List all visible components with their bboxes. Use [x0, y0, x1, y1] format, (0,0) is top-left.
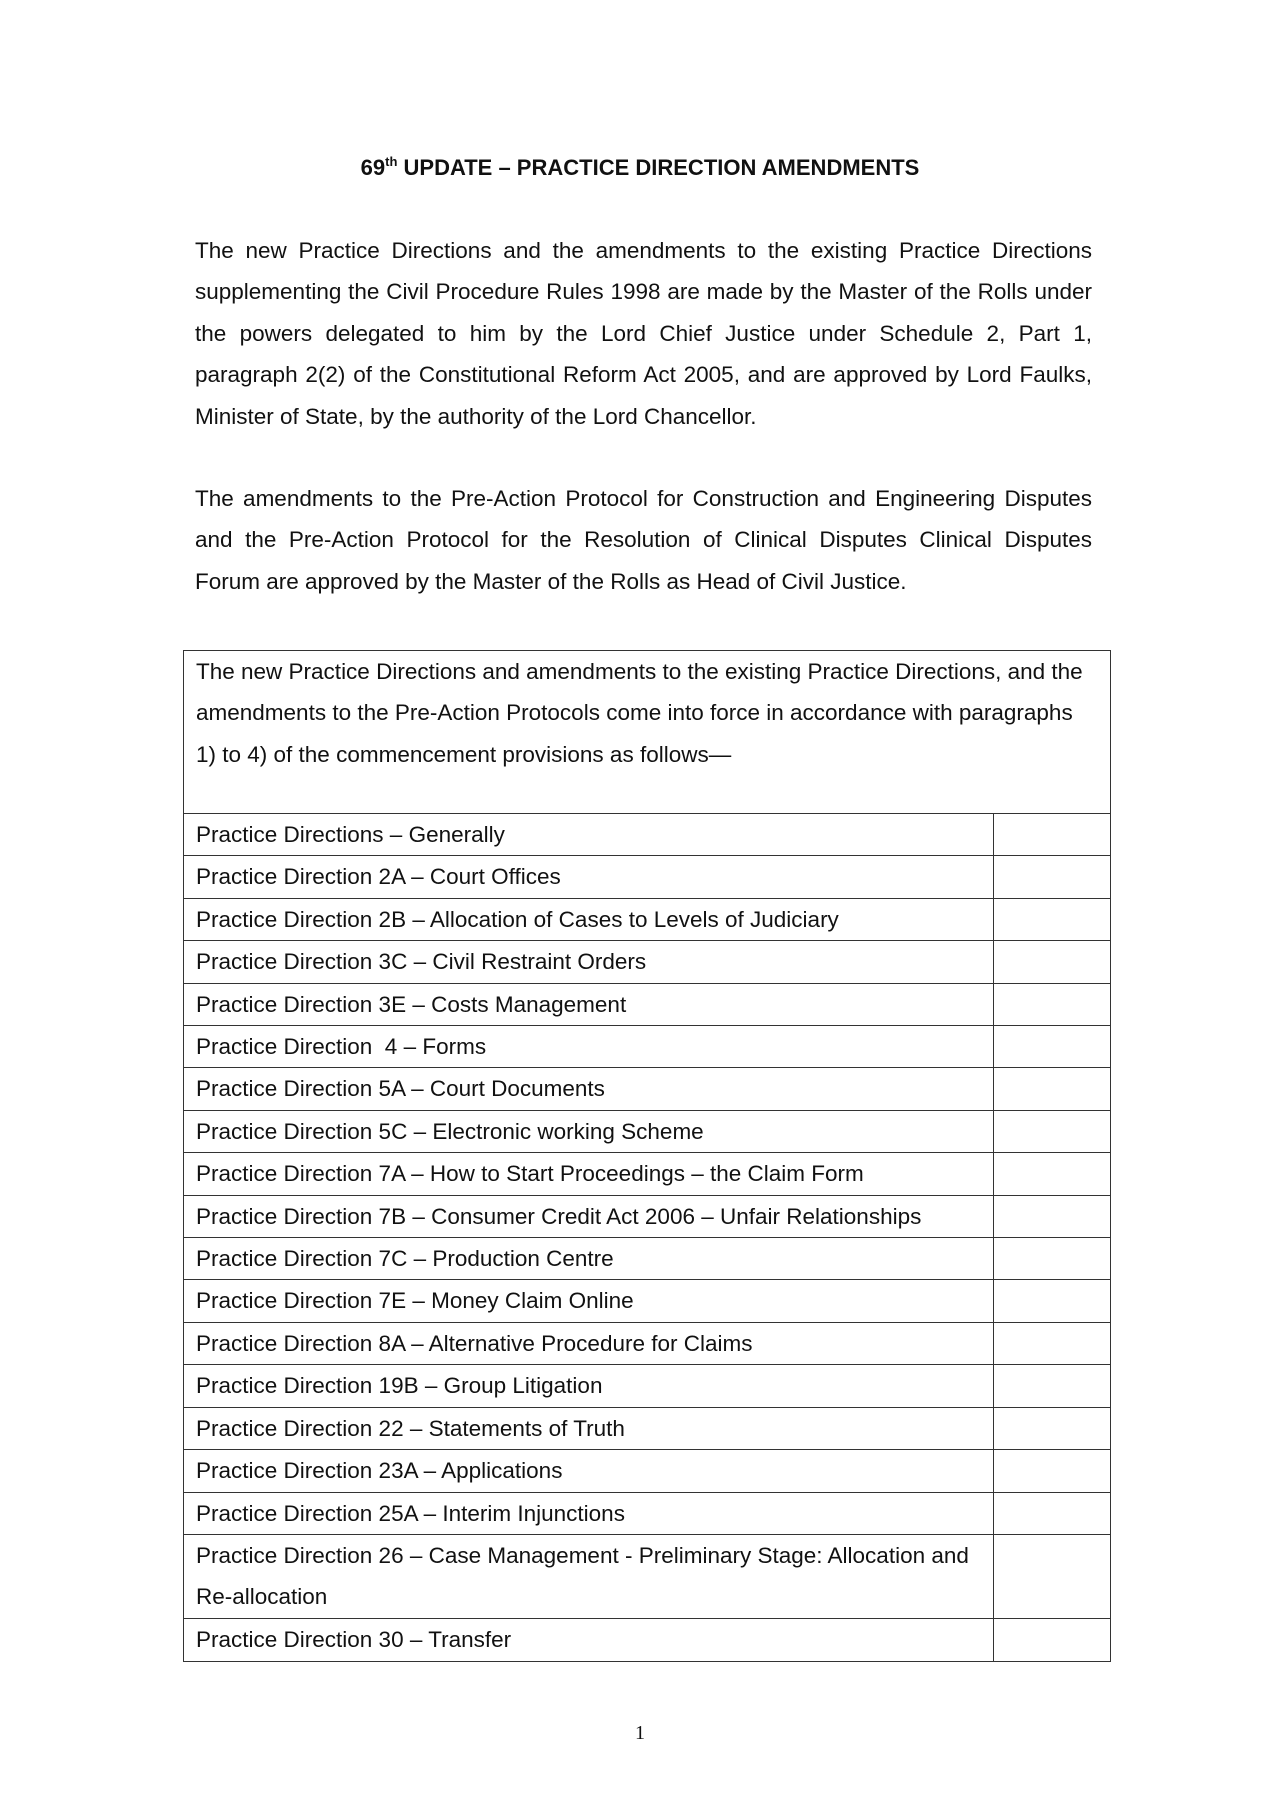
practice-direction-name: Practice Direction 5C – Electronic working Scheme: [184, 1111, 994, 1152]
commencement-paragraph-cell: [994, 1535, 1110, 1618]
practice-direction-name: Practice Direction 5A – Court Documents: [184, 1068, 994, 1109]
practice-direction-name: Practice Direction 26 – Case Management - Preliminary Stage: Allocation and Re-allocation: [184, 1535, 994, 1618]
commencement-paragraph-cell: [994, 1365, 1110, 1406]
commencement-paragraph-cell: [994, 899, 1110, 940]
practice-direction-name: Practice Directions – Generally: [184, 814, 994, 855]
table-row: [184, 1493, 1110, 1535]
table-row: [184, 984, 1110, 1026]
practice-direction-name: Practice Direction 19B – Group Litigation: [184, 1365, 994, 1406]
practice-direction-name: Practice Direction 23A – Applications: [184, 1450, 994, 1491]
title-number: 69: [360, 155, 386, 180]
table-row: [184, 1450, 1110, 1492]
commencement-paragraph-cell: [994, 1026, 1110, 1067]
commencement-paragraph-cell: [994, 1408, 1110, 1449]
commencement-paragraph-cell: [994, 1196, 1110, 1237]
table-row: [184, 814, 1110, 856]
paragraph-approval-protocols: The amendments to the Pre-Action Protocol for Construction and Engineering Disputes and the Pre-Action Protocol for the Resolution of Clinical Disputes Clinical Disputes Forum are approved by the Master of the Rolls as Head of Civil Justice.: [195, 486, 1092, 594]
practice-direction-name: Practice Direction 7C – Production Centre: [184, 1238, 994, 1279]
title-text: UPDATE – PRACTICE DIRECTION AMENDMENTS: [397, 155, 920, 180]
table-row: [184, 1153, 1110, 1195]
practice-direction-name: Practice Direction 2A – Court Offices: [184, 856, 994, 897]
table-row: [184, 1068, 1110, 1110]
table-row: [184, 1111, 1110, 1153]
commencement-paragraph-cell: [994, 856, 1110, 897]
table-row: [184, 941, 1110, 983]
commencement-paragraph-cell: [994, 1493, 1110, 1534]
page-number: 1: [635, 1722, 645, 1744]
table-row: [184, 1365, 1110, 1407]
practice-direction-name: Practice Direction 7A – How to Start Proceedings – the Claim Form: [184, 1153, 994, 1194]
table-row: [184, 1280, 1110, 1322]
commencement-paragraph-cell: [994, 1323, 1110, 1364]
practice-direction-name: Practice Direction 8A – Alternative Procedure for Claims: [184, 1323, 994, 1364]
commencement-paragraph-cell: [994, 984, 1110, 1025]
practice-direction-name: Practice Direction 30 – Transfer: [184, 1619, 994, 1661]
commencement-table-intro: The new Practice Directions and amendments to the existing Practice Directions, and the amendments to the Pre-Action Protocols come into force in accordance with paragraphs 1) to 4) of the commencement provisions as follows—: [184, 651, 1110, 814]
commencement-paragraph-cell: [994, 1619, 1110, 1661]
table-row: [184, 1323, 1110, 1365]
commencement-paragraph-cell: [994, 1280, 1110, 1321]
title-ordinal-suffix: th: [385, 154, 398, 169]
commencement-table-rows: [184, 814, 1110, 1661]
commencement-paragraph-cell: [994, 1238, 1110, 1279]
table-row: [184, 1026, 1110, 1068]
table-row: [184, 1619, 1110, 1661]
table-row: [184, 1408, 1110, 1450]
table-row: [184, 1535, 1110, 1619]
commencement-paragraph-cell: [994, 1450, 1110, 1491]
commencement-paragraph-cell: [994, 814, 1110, 855]
practice-direction-name: Practice Direction 4 – Forms: [184, 1026, 994, 1067]
practice-direction-name: Practice Direction 3C – Civil Restraint Orders: [184, 941, 994, 982]
table-row: [184, 899, 1110, 941]
commencement-paragraph-cell: [994, 1111, 1110, 1152]
commencement-paragraph-cell: [994, 1068, 1110, 1109]
commencement-paragraph-cell: [994, 1153, 1110, 1194]
commencement-paragraph-cell: [994, 941, 1110, 982]
practice-direction-name: Practice Direction 25A – Interim Injunctions: [184, 1493, 994, 1534]
practice-direction-name: Practice Direction 2B – Allocation of Cases to Levels of Judiciary: [184, 899, 994, 940]
table-row: [184, 856, 1110, 898]
table-row: [184, 1238, 1110, 1280]
practice-direction-name: Practice Direction 7B – Consumer Credit Act 2006 – Unfair Relationships: [184, 1196, 994, 1237]
commencement-table: [183, 650, 1111, 1662]
table-row: [184, 1196, 1110, 1238]
practice-direction-name: Practice Direction 22 – Statements of Truth: [184, 1408, 994, 1449]
paragraph-approval-practice-directions: The new Practice Directions and the amendments to the existing Practice Directions supplementing the Civil Procedure Rules 1998 are made by the Master of the Rolls under the powers delegated to him by the Lord Chief Justice under Schedule 2, Part 1, paragraph 2(2) of the Constitutional Reform Act 2005, and are approved by Lord Faulks, Minister of State, by the authority of the Lord Chancellor.: [195, 238, 1092, 429]
practice-direction-name: Practice Direction 3E – Costs Management: [184, 984, 994, 1025]
practice-direction-name: Practice Direction 7E – Money Claim Online: [184, 1280, 994, 1321]
document-title: [0, 154, 1280, 181]
